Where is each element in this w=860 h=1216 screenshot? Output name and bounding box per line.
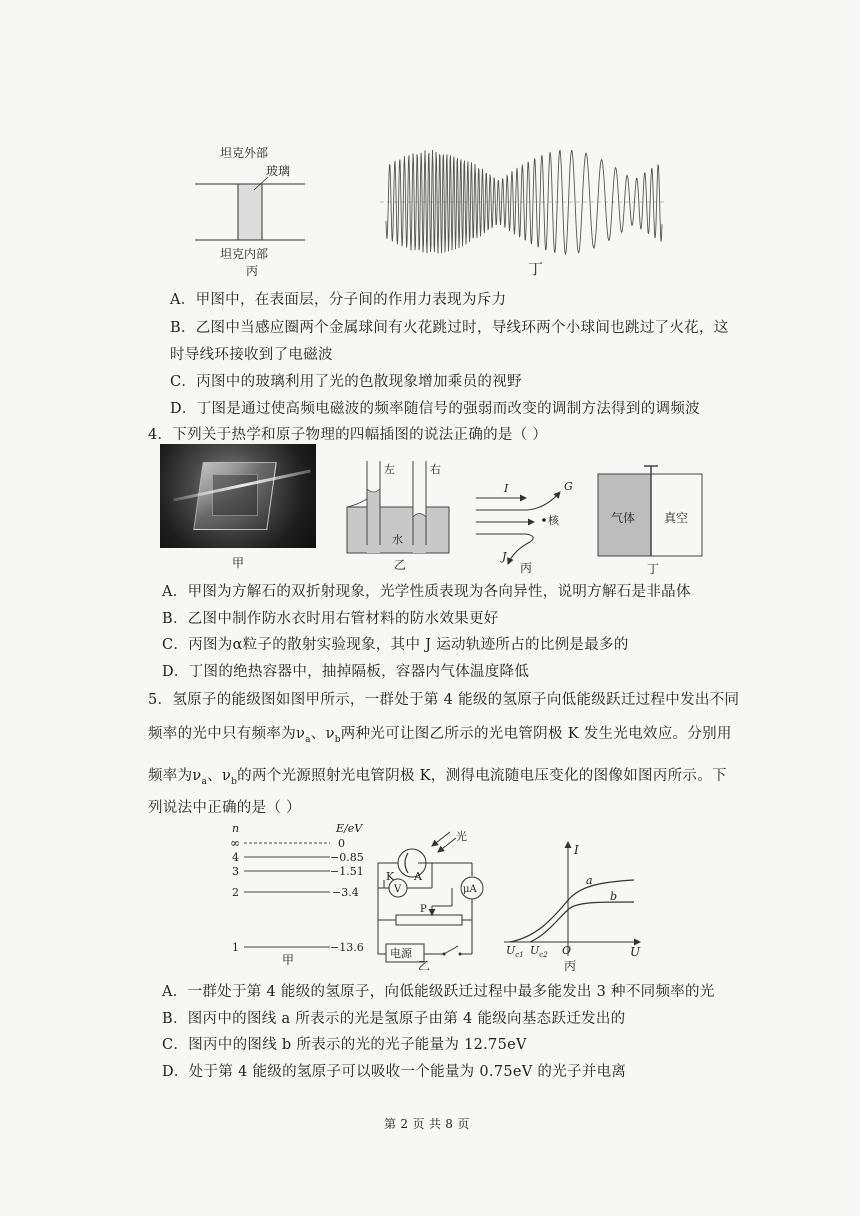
q5-option-c: C．图丙中的图线 b 所表示的光的光子能量为 12.75eV [162,1037,527,1053]
q4-option-c: C．丙图为α粒子的散射实验现象，其中 J 运动轨迹所占的比例是最多的 [162,637,629,653]
q5-stem-4: 列说法中正确的是（ ） [148,800,301,816]
label-curve-a: a [586,874,593,887]
adiabatic-container-figure [594,462,706,576]
label-I-axis: I [574,843,579,857]
page-footer: 第 2 页 共 8 页 [384,1117,470,1131]
label-right-tube: 右 [430,463,441,476]
level-n-2: 2 [232,886,239,899]
label-G: G [564,480,573,493]
caption-bing-q5: 丙 [564,959,577,972]
label-Uc2: $U_{c2}$ [530,944,548,959]
caption-bing-q4: 丙 [520,561,533,575]
label-tank-inner: 坦克内部 [220,247,269,261]
label-microammeter: μA [463,884,477,895]
level-n-3: 3 [232,865,239,878]
q5-stem-1: 5．氢原子的能级图如图甲所示，一群处于第 4 能级的氢原子向低能级跃迁过程中发出不同 [148,692,740,708]
caption-ding-q3: 丁 [528,260,544,278]
caption-jia-q5: 甲 [282,953,295,966]
label-K: K [386,870,395,883]
fm-wave-figure [380,134,670,280]
label-water: 水 [392,533,403,546]
calcite-photo [160,444,316,548]
caption-yi-q5: 乙 [418,959,431,970]
q5-option-a: A．一群处于第 4 能级的氢原子，向低能级跃迁过程中最多能发出 3 种不同频率的光 [162,984,715,1000]
photoelectric-circuit [372,826,500,970]
label-P: P [420,904,427,915]
q3-option-d: D．丁图是通过使高频电磁波的频率随信号的强弱而改变的调制方法得到的调频波 [170,401,700,417]
energy-level-diagram [224,820,372,966]
caption-ding-q4: 丁 [647,562,660,576]
q4-option-b: B．乙图中制作防水衣时用右管材料的防水效果更好 [162,611,499,627]
q4-option-a: A．甲图为方解石的双折射现象，光学性质表现为各向异性，说明方解石是非晶体 [162,584,691,600]
alpha-scattering-figure [468,470,588,576]
label-Uc1: $U_{c1}$ [506,944,524,959]
label-E-unit: E/eV [336,822,363,835]
label-voltmeter: V [394,884,402,895]
label-nucleus: 核 [548,514,559,527]
q5-stem-3: 频率为$\nu_a$、$\nu_b$的两个光源照射光电管阴极 K，测得电流随电压变化的图像如图丙所示。下 [148,768,727,787]
q4-option-d: D．丁图的绝热容器中，抽掉隔板，容器内气体温度降低 [162,664,530,680]
caption-jia-q4: 甲 [232,556,245,570]
level-E-3: −1.51 [330,865,364,878]
label-light: 光 [456,830,467,843]
label-U-axis: U [630,945,641,959]
q3-option-a: A．甲图中，在表面层，分子间的作用力表现为斥力 [170,292,507,308]
iv-graph [500,836,646,972]
q5-stem-2: 频率的光中只有频率为$\nu_a$、$\nu_b$两种光可让图乙所示的光电管阴极 K 发生光电效应。分别用 [148,726,732,745]
q3-option-b: B．乙图中当感应圈两个金属球间有火花跳过时，导线环两个小球间也跳过了火花，这 [170,320,729,336]
q5-option-b: B．图丙中的图线 a 所表示的光是氢原子由第 4 能级向基态跃迁发出的 [162,1011,626,1027]
q3-option-b-cont: 时导线环接收到了电磁波 [170,347,333,363]
caption-yi-q4: 乙 [394,558,407,572]
caption-bing-q3: 丙 [246,264,259,278]
level-E-2: −3.4 [332,886,359,899]
label-left-tube: 左 [384,463,395,476]
level-E-1: −13.6 [330,941,364,954]
label-origin: O [562,944,572,957]
level-E-4: −0.85 [330,851,364,864]
level-n-4: 4 [232,851,239,864]
label-power-source: 电源 [390,947,412,960]
label-glass: 玻璃 [266,164,291,178]
level-n-1: 1 [232,941,239,954]
level-n-inf: ∞ [230,836,240,850]
label-vacuum: 真空 [664,511,689,525]
label-curve-b: b [610,890,618,903]
label-I: I [504,482,509,495]
q3-option-c: C．丙图中的玻璃利用了光的色散现象增加乘员的视野 [170,374,522,390]
label-tank-outer: 坦克外部 [220,146,269,160]
capillary-figure [344,455,454,575]
label-J: J [502,550,507,563]
label-gas: 气体 [611,511,636,525]
label-n: n [232,822,240,835]
tank-window-figure [190,140,320,280]
q4-stem: 4．下列关于热学和原子物理的四幅插图的说法正确的是（ ） [148,427,548,443]
curve-b [530,902,634,942]
q5-option-d: D．处于第 4 能级的氢原子可以吸收一个能量为 0.75eV 的光子并电离 [162,1064,627,1080]
label-A: A [414,870,422,883]
level-E-inf: 0 [338,837,345,850]
